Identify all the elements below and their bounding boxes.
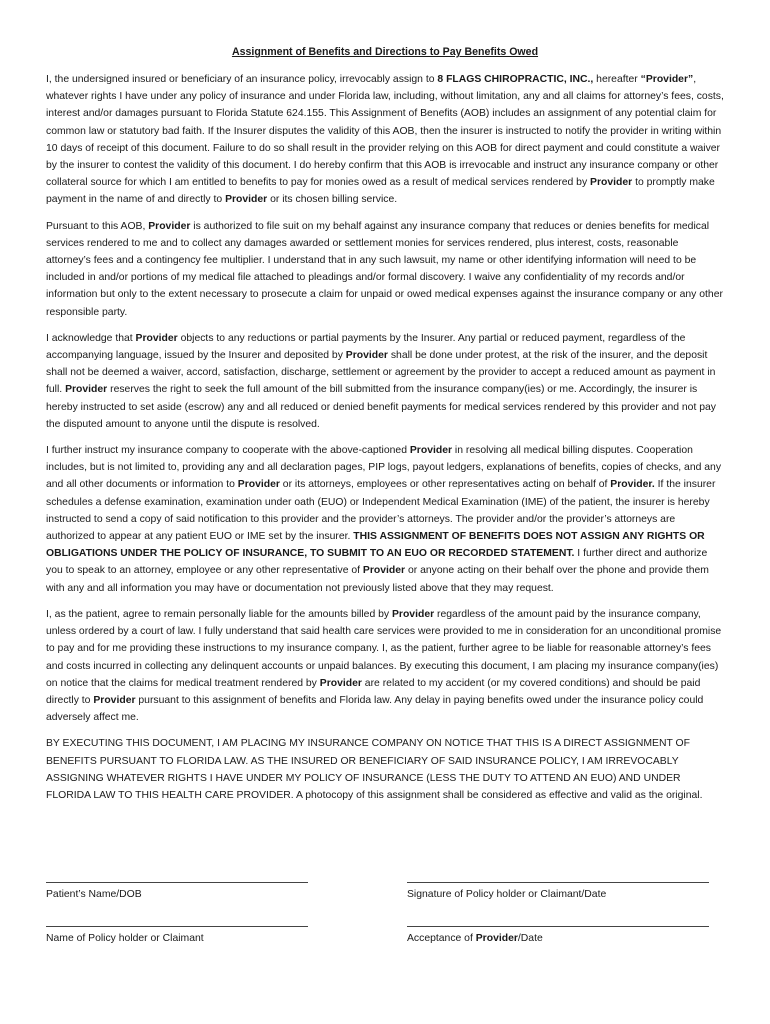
text-run: pursuant to this assignment of benefits and Florida law. Any delay in paying benefits owed under the insurance policy could adversely affect me. (46, 694, 704, 724)
paragraph-lawsuit (46, 218, 724, 321)
text-run: hereafter (593, 74, 641, 85)
paragraph-cooperation (46, 442, 724, 597)
text-run: I, the undersigned insured or beneficiary of an insurance policy, irrevocably assign to (46, 74, 438, 85)
signature-row (46, 926, 724, 970)
provider-term: Provider (148, 220, 191, 232)
document-title: Assignment of Benefits and Directions to Pay Benefits Owed (231, 46, 539, 58)
signature-line (46, 926, 308, 927)
provider-name: 8 FLAGS CHIROPRACTIC, INC., (437, 74, 594, 85)
provider-term: Provider (93, 694, 136, 706)
provider-acceptance-label (407, 931, 709, 947)
text-run: or anyone acting on their behalf over the phone and provide them with any and all information you may have or documentation not previously listed above that they may request. (46, 565, 709, 594)
signature-row (46, 882, 724, 926)
text-run: I further direct and authorize you to speak to an attorney, employee or any other representative of (46, 548, 708, 577)
assignment-disclaimer: THIS ASSIGNMENT OF BENEFITS DOES NOT ASSIGN ANY RIGHTS OR OBLIGATIONS UNDER THE POLICY OF INSURANCE, TO SUBMIT TO AN EUO OR RECORDED STATEMENT. (46, 531, 705, 560)
text-run: objects to any reductions or partial payments by the Insurer. Any partial or reduced payment, regardless of the accompanying language, issued by the Insurer and deposited by (46, 332, 686, 362)
policy-holder-signature-label: Signature of Policy holder or Claimant/Date (407, 889, 607, 900)
text-run: If the insurer schedules a defense examination, examination under oath (EUO) or Independent Medical Examination (IME) of the patient, the insurer is hereby instructed to send a copy of said notification to this provider and the provider’s attorneys. The provider and/or the provider’s attorneys are authorized to appear at any patient EUO or IME set by the insurer. (46, 479, 716, 543)
text-run: regardless of the amount paid by the insurance company, unless ordered by a court of law. I fully understand that said health care services were provided to me in consideration for an unconditional promise to pay and for me providing these instructions to my insurance company. I, as the patient, further agree to be liable for reasonable attorney’s fees and costs incurred in collecting any delinquent accounts or unpaid balances. By executing this document, I am placing my insurance company(ies) on notice that the claims for medical treatment rendered by (46, 608, 722, 689)
text-run: , whatever rights I have under any policy of insurance and under Florida law, including, without limitation, any and all claims for attorney’s fees, costs, interest and/or damages pursuant to Florida Statute 624.155. This Assignment of Benefits (AOB) includes an assignment of any potential claim for common law or statutory bad faith. If the Insurer disputes the validity of this AOB, then the insurer is instructed to notify the provider in writing within 10 days of receipt of this document. Failure to do so shall result in the provider relying on this AOB for direct payment and could constitute a waiver by the insurer to contest the validity of this document. I do hereby confirm that this AOB is irrevocable and instruct any insurance company or other collateral source for which I am entitled to benefits to pay for monies owed as a result of medical services rendered by (46, 74, 724, 189)
policy-holder-name-label: Name of Policy holder or Claimant (46, 933, 204, 944)
text-run: Pursuant to this AOB, (46, 220, 149, 232)
text-run: are related to my accident (or my covered conditions) and should be paid directly to (46, 677, 701, 706)
provider-term: Provider (590, 177, 633, 189)
paragraph-assignment (46, 71, 724, 209)
provider-term: Provider (362, 565, 406, 577)
signature-line (46, 882, 308, 883)
provider-term: Provider (345, 350, 388, 362)
patient-name-dob-field[interactable] (46, 882, 308, 903)
text-run: I further instruct my insurance company to cooperate with the above-captioned (46, 445, 410, 457)
text-run: or its attorneys, employees or other representatives acting on behalf of (279, 479, 611, 491)
paragraph-partial-payments (46, 330, 724, 433)
policy-holder-name-field[interactable] (46, 926, 308, 947)
paragraph-notice: BY EXECUTING THIS DOCUMENT, I AM PLACING MY INSURANCE COMPANY ON NOTICE THAT THIS IS A DIRECT ASSIGNMENT OF BENEFITS PURSUANT TO FLORIDA LAW. AS THE INSURED OR BENEFICIARY OF SAID INSURANCE POLICY, I AM IRREVOCABLY ASSIGNING WHATEVER RIGHTS I HAVE UNDER MY POLICY OF INSURANCE (LESS THE DUTY TO ATTEND AN EUO) AND UNDER FLORIDA LAW TO THIS HEALTH CARE PROVIDER. A photocopy of this assignment shall be considered as effective and valid as the original. (46, 738, 703, 801)
text-run: in resolving all medical billing disputes. Cooperation includes, but is not limited to, providing any and all declaration pages, PIP logs, payout ledgers, explanations of benefits, copies of checks, and any and all other documents or information to (46, 445, 722, 491)
text-run: to promptly make payment in the name of and directly to (46, 177, 715, 206)
paragraph-liability (46, 606, 724, 726)
provider-term: Provider (135, 332, 178, 344)
provider-term: Provider (237, 479, 280, 491)
text-run: I, as the patient, agree to remain personally liable for the amounts billed by (46, 608, 392, 620)
signature-line (407, 926, 709, 927)
patient-name-dob-label: Patient’s Name/DOB (46, 889, 142, 900)
provider-term: Provider (409, 445, 453, 457)
text-run: shall be done under protest, at the risk of the insurer, and the deposit shall not be deemed a waiver, accord, satisfaction, discharge, settlement or agreement by the provider to accept a reduced amount as payment in full. (46, 350, 716, 396)
provider-term: Provider. (610, 479, 655, 491)
text-run: Acceptance of (407, 933, 476, 944)
signature-section (46, 882, 724, 970)
policy-holder-signature-field[interactable] (407, 882, 709, 903)
provider-term: Provider (319, 677, 362, 689)
signature-line (407, 882, 709, 883)
provider-term: Provider (225, 194, 268, 206)
text-run: /Date (517, 933, 543, 944)
provider-term: Provider (475, 933, 518, 944)
text-run: I acknowledge that (46, 332, 136, 344)
text-run: reserves the right to seek the full amount of the bill submitted from the insurance company(ies) or me. Accordingly, the insurer is hereby instructed to set aside (escrow) any and all reduced or denied benefit payments for medical services rendered by this provider and not pay the disputed amount to anyone until the dispute is resolved. (46, 384, 716, 430)
provider-term: Provider (391, 608, 435, 620)
provider-term: Provider (65, 384, 108, 396)
text-run: or its chosen billing service. (267, 194, 398, 206)
provider-term: “Provider” (640, 74, 694, 85)
text-run: is authorized to file suit on my behalf against any insurance company that reduces or denies benefits for medical services rendered to me and to collect any damages awarded or settlement monies for services rendered, plus interest, costs, reasonable attorney’s fees and a contingency fee multiplier. I understand that in any such lawsuit, my name or other identifying information will need to be included in and/or portions of my medical file attached to pleadings and/or formal discovery. I waive any confidentiality of my records and/or information but only to the extent necessary to prosecute a claim for unpaid or owed medical expenses against the insurance company or any other responsible party. (46, 220, 723, 318)
provider-acceptance-field[interactable] (407, 926, 709, 947)
